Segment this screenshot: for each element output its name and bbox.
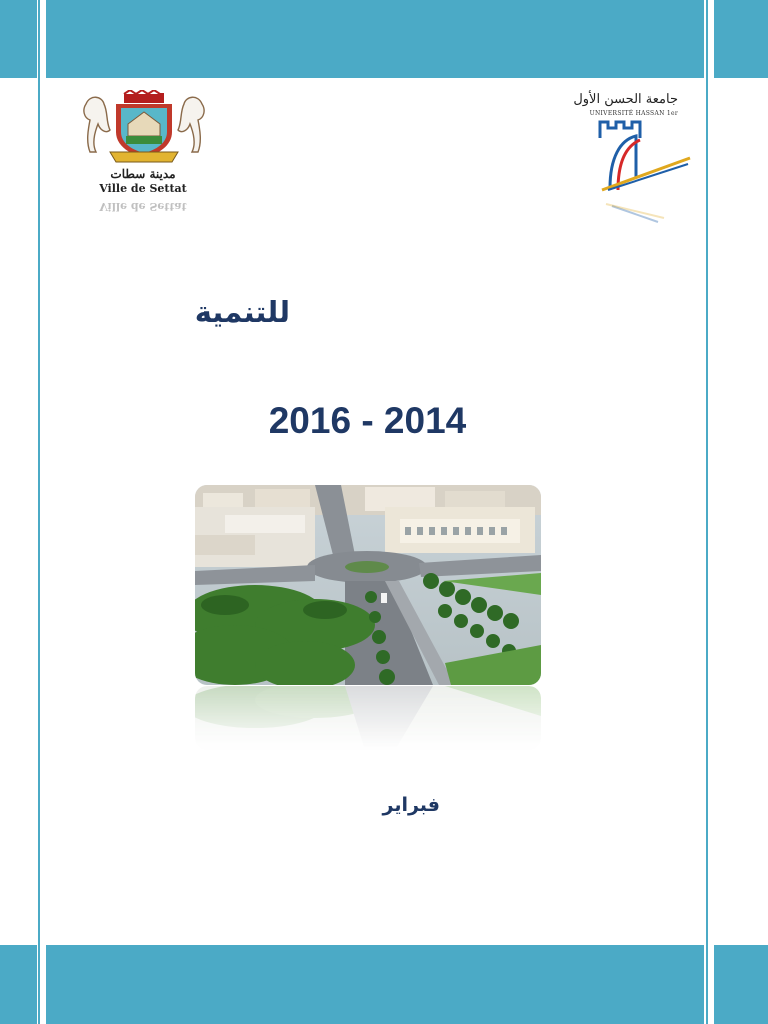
top-band-left <box>0 0 37 78</box>
city-name-french: Ville de Settat <box>99 182 187 195</box>
bottom-band-left <box>0 945 37 1024</box>
city-name-reflection: Ville de Settat <box>99 200 187 213</box>
city-photo-reflection <box>195 686 541 750</box>
city-logo <box>70 84 216 229</box>
city-name-arabic: مدينة سطات <box>110 167 176 181</box>
document-title: للتنمية <box>194 295 290 329</box>
city-crest-icon <box>80 90 208 166</box>
bottom-band-center <box>46 945 704 1024</box>
university-name-arabic: جامعة الحسن الأول <box>573 92 678 107</box>
year-range: 2016 - 2014 <box>268 400 467 441</box>
city-aerial-photo <box>195 485 541 685</box>
top-band-center <box>46 0 704 78</box>
frame-line-right <box>706 0 708 1024</box>
top-band-right <box>714 0 768 78</box>
bottom-band-right <box>714 945 768 1024</box>
month-label: فبراير <box>382 794 440 816</box>
university-tower-icon <box>592 118 692 223</box>
frame-line-left <box>38 0 40 1024</box>
university-name-french: UNIVERSITÉ HASSAN 1er <box>589 110 678 117</box>
university-logo <box>552 88 700 230</box>
